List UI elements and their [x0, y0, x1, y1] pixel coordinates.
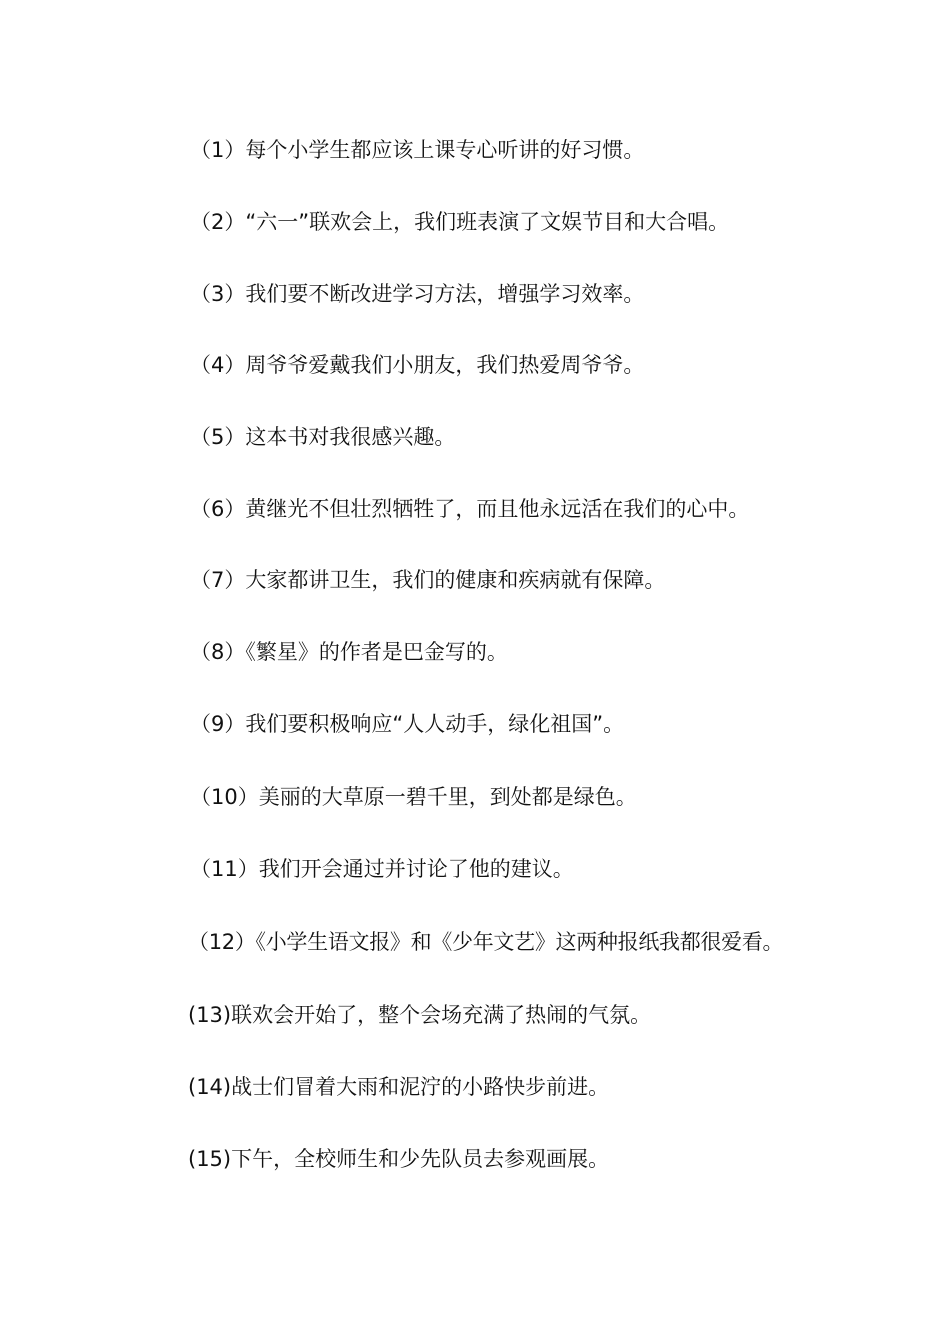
sentence-15: (15)下午，全校师生和少先队员去参观画展。 [188, 1147, 610, 1171]
sentence-9: （9）我们要积极响应“人人动手，绿化祖国”。 [190, 712, 625, 736]
sentence-14: (14)战士们冒着大雨和泥泞的小路快步前进。 [188, 1075, 610, 1099]
sentence-4: （4）周爷爷爱戴我们小朋友，我们热爱周爷爷。 [190, 353, 645, 377]
sentence-3: （3）我们要不断改进学习方法，增强学习效率。 [190, 282, 645, 306]
sentence-6: （6）黄继光不但壮烈牺牲了，而且他永远活在我们的心中。 [190, 497, 750, 521]
sentence-10: （10）美丽的大草原一碧千里，到处都是绿色。 [190, 785, 637, 809]
sentence-12: （12）《小学生语文报》和《少年文艺》这两种报纸我都很爱看。 [188, 930, 784, 954]
sentence-5: （5）这本书对我很感兴趣。 [190, 425, 456, 449]
sentence-13: (13)联欢会开始了，整个会场充满了热闹的气氛。 [188, 1003, 652, 1027]
sentence-2: （2）“六一”联欢会上，我们班表演了文娱节目和大合唱。 [190, 210, 730, 234]
sentence-7: （7）大家都讲卫生，我们的健康和疾病就有保障。 [190, 568, 666, 592]
sentence-8: （8）《繁星》的作者是巴金写的。 [190, 640, 508, 664]
sentence-1: （1）每个小学生都应该上课专心听讲的好习惯。 [190, 138, 645, 162]
sentence-11: （11）我们开会通过并讨论了他的建议。 [190, 857, 574, 881]
